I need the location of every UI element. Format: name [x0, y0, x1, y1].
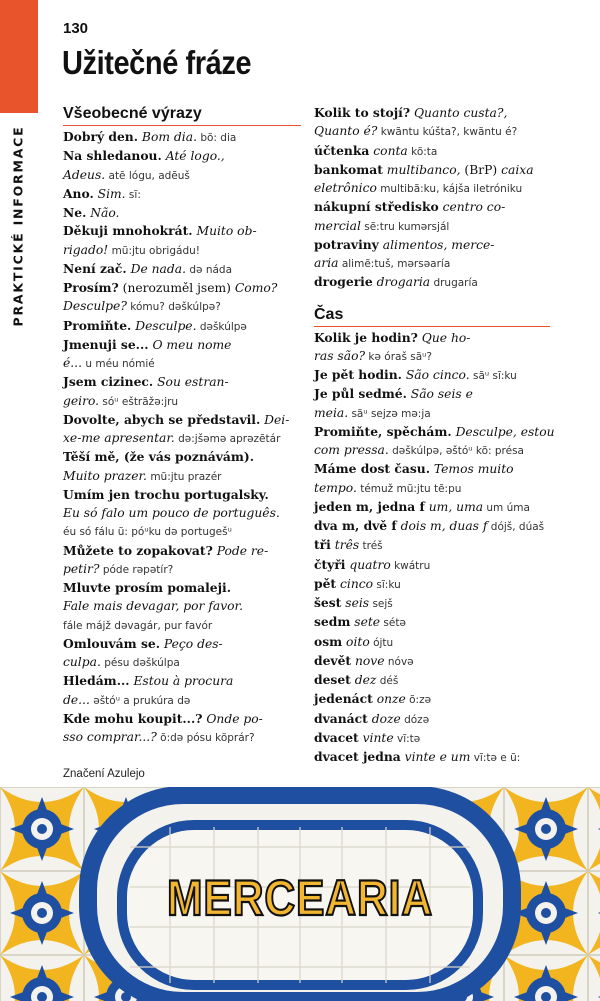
phrase-line — [63, 616, 301, 635]
phrase-czech: Omlouvám se. — [63, 635, 160, 651]
phrase-pronunciation: déš — [376, 675, 399, 687]
phrase-line — [63, 691, 301, 710]
phrase-czech: nákupní středisko — [314, 199, 439, 215]
phrase-line — [63, 260, 301, 279]
phrase-portuguese: multibanco, — [382, 162, 461, 177]
phrase-portuguese: de... — [63, 692, 90, 707]
phrase-line — [314, 517, 550, 536]
phrase-portuguese: Bom dia. — [138, 130, 197, 144]
phrase-line — [314, 556, 550, 575]
page-title: Užitečné fráze — [62, 44, 252, 81]
phrase-pronunciation: bõ: dia — [196, 132, 237, 144]
phrase-line — [63, 542, 301, 560]
phrase-line — [63, 392, 301, 411]
phrase-portuguese: Quanto é? — [314, 124, 378, 139]
phrase-line — [63, 185, 301, 204]
photo-caption: Značení Azulejo — [63, 768, 145, 780]
phrase-czech: Dovolte, abych se představil. — [63, 411, 261, 427]
phrase-line — [314, 748, 550, 767]
azulejo-tile-photo — [0, 787, 600, 1001]
phrase-line — [314, 671, 550, 690]
phrase-pronunciation: pésu dəškúlpa — [100, 657, 180, 669]
phrase-portuguese: Temos muito — [429, 462, 514, 477]
phrase-czech: Ne. — [63, 205, 87, 220]
phrase-czech: Děkuji mnohokrát. — [63, 223, 193, 239]
phrase-portuguese: vinte e um — [400, 750, 471, 764]
phrase-line — [314, 236, 550, 254]
phrase-line — [63, 317, 301, 336]
phrase-czech: Kde mohu koupit...? — [63, 710, 203, 726]
phrase-czech: účtenka — [314, 142, 370, 158]
phrase-portuguese: um, uma — [424, 499, 484, 514]
phrase-portuguese: petir? — [63, 561, 100, 576]
phrase-portuguese: culpa. — [63, 655, 101, 669]
phrase-portuguese: O meu nome — [148, 337, 232, 352]
column-general-phrases — [63, 104, 301, 747]
phrase-portuguese: Desculpe, estou — [451, 424, 555, 439]
phrase-line — [314, 104, 550, 122]
phrase-line — [63, 672, 301, 690]
phrase-portuguese: com pressa. — [314, 443, 389, 457]
phrase-pronunciation: sóᵘ eštrãžə:jru — [99, 395, 179, 408]
phrase-czech: Mluvte prosím pomaleji. — [63, 580, 231, 595]
phrase-line — [63, 522, 301, 541]
phrase-line — [314, 536, 550, 555]
phrase-portuguese: aria — [314, 256, 339, 270]
phrase-pronunciation: dəškúlpə — [196, 320, 247, 333]
phrase-pronunciation: nóvə — [384, 655, 414, 668]
phrase-list-general — [63, 128, 301, 747]
phrase-czech: Jsem cizinec. — [63, 374, 154, 390]
phrase-line — [63, 411, 301, 429]
phrase-czech: deset — [314, 672, 351, 687]
phrase-portuguese: Onde po- — [202, 711, 263, 726]
phrase-pronunciation: éu só fálu ũ: póᵘku də portugešᵘ — [63, 526, 232, 539]
phrase-portuguese: dez — [350, 673, 377, 687]
phrase-czech: potraviny — [314, 236, 379, 252]
phrase-czech: jeden m, jedna f — [314, 498, 425, 514]
phrase-portuguese: doze — [367, 711, 401, 726]
phrase-czech: Máme dost času. — [314, 461, 430, 477]
phrase-line — [314, 161, 550, 179]
phrase-pronunciation: də:jšəmə aprəzētár — [174, 433, 281, 445]
phrase-czech: sedm — [314, 614, 351, 630]
phrase-czech: čtyři — [314, 556, 346, 572]
phrase-portuguese: Que ho- — [417, 330, 471, 345]
phrase-pronunciation: kõ:ta — [407, 145, 438, 158]
phrase-line — [63, 241, 301, 260]
phrase-czech: Jmenuji se... — [63, 336, 149, 352]
phrase-pronunciation: dójš, dúaš — [487, 521, 545, 533]
phrase-czech: Na shledanou. — [63, 148, 162, 164]
section-heading-time: Čas — [314, 305, 550, 327]
phrase-czech: devět — [314, 652, 352, 668]
phrase-czech: Kolik to stojí? — [314, 105, 411, 120]
phrase-pronunciation: ójtu — [369, 636, 394, 649]
phrase-line — [63, 504, 301, 522]
phrase-czech: Promiňte, spěchám. — [314, 423, 452, 439]
column-shopping-time — [314, 104, 555, 767]
phrase-pronunciation: õ:zə — [405, 694, 432, 707]
phrase-line — [63, 653, 301, 672]
phrase-czech: Hledám... — [63, 673, 130, 689]
phrase-line — [63, 429, 301, 448]
phrase-list-shopping — [314, 104, 550, 293]
phrase-line — [63, 147, 301, 165]
phrase-line — [314, 633, 550, 652]
phrase-czech: Těší mě, (že vás poznávám). — [63, 449, 254, 465]
phrase-portuguese: Até logo., — [161, 149, 225, 164]
phrase-pronunciation: kwãntu kúšta?, kwãntu é? — [377, 126, 518, 139]
phrase-portuguese: é... — [63, 356, 83, 370]
phrase-pronunciation: um úma — [483, 501, 530, 514]
phrase-line — [314, 729, 550, 748]
phrase-czech: dvanáct — [314, 710, 368, 726]
phrase-line — [314, 198, 550, 216]
phrase-pronunciation: atē lógu, adēuš — [105, 169, 190, 182]
phrase-portuguese: sete — [350, 615, 381, 630]
phrase-pronunciation: õ:də pósu kõprár? — [156, 732, 255, 744]
phrase-czech: Prosím? — [63, 280, 119, 295]
phrase-czech: Umím jen trochu portugalsky. — [63, 486, 269, 502]
phrase-line — [314, 217, 550, 236]
phrase-portuguese: oito — [342, 634, 370, 649]
phrase-note: (nerozuměl jsem) — [118, 281, 231, 295]
phrase-pronunciation: vĩ:tə — [393, 732, 421, 745]
phrase-line — [63, 467, 301, 486]
section-heading-general: Všeobecné výrazy — [63, 104, 301, 126]
phrase-czech: osm — [314, 633, 343, 649]
phrase-portuguese: Fale mais devagar, por favor. — [63, 599, 243, 614]
phrase-czech: dva m, dvě f — [314, 518, 397, 533]
phrase-portuguese: Adeus. — [63, 167, 106, 182]
phrase-pronunciation: əštóᵘ a prukúra də — [89, 694, 191, 707]
phrase-pronunciation: alimẽ:tuš, mərsəaría — [338, 258, 451, 270]
phrase-czech: jedenáct — [314, 691, 373, 707]
phrase-portuguese: onze — [372, 692, 406, 707]
phrase-czech: Ano. — [63, 185, 94, 201]
phrase-portuguese: Como? — [230, 281, 278, 295]
phrase-line — [63, 448, 301, 466]
phrase-portuguese: Desculpe. — [131, 318, 197, 333]
phrase-line — [314, 329, 550, 347]
phrase-portuguese: Não. — [86, 206, 120, 220]
phrase-czech: pět — [314, 575, 337, 591]
phrase-line — [314, 652, 550, 671]
phrase-portuguese: cinco — [336, 576, 374, 591]
phrase-czech: šest — [314, 595, 342, 610]
phrase-line — [314, 498, 550, 517]
phrase-pronunciation: kómu? dəškúlpə? — [126, 301, 221, 314]
phrase-portuguese: meia. — [314, 405, 349, 420]
phrase-pronunciation: sãᵘ sĩ:ku — [469, 370, 517, 382]
phrase-pronunciation: multibã:ku, kájša iletróniku — [376, 183, 523, 195]
phrase-portuguese: Sou estran- — [153, 375, 229, 390]
phrase-line — [63, 166, 301, 185]
phrase-czech: Kolik je hodin? — [314, 329, 418, 345]
section-color-tab — [0, 0, 38, 113]
phrase-line — [314, 142, 550, 161]
phrase-portuguese: rigado! — [63, 242, 109, 257]
phrase-line — [314, 347, 550, 366]
phrase-pronunciation: mũ:jtu prazér — [146, 470, 222, 483]
phrase-line — [63, 204, 301, 222]
phrase-line — [63, 635, 301, 653]
phrase-portuguese: São cinco. — [401, 368, 470, 382]
phrase-portuguese: Desculpe? — [63, 299, 127, 314]
phrase-note: (BrP) — [460, 162, 498, 177]
phrase-line — [314, 385, 550, 403]
phrase-czech: Můžete to zopakovat? — [63, 542, 213, 558]
phrase-pronunciation: témuž mũ:jtu tẽ:pu — [356, 482, 462, 495]
phrase-line — [63, 728, 301, 747]
phrase-pronunciation: dəškúlpə, əštóᵘ kõ: présa — [388, 445, 524, 457]
phrase-line — [63, 128, 301, 147]
phrase-czech: bankomat — [314, 161, 383, 177]
phrase-pronunciation: kə óraš sãᵘ? — [365, 350, 433, 363]
phrase-line — [63, 279, 301, 297]
phrase-pronunciation: tréš — [359, 540, 383, 553]
phrase-line — [63, 336, 301, 354]
phrase-portuguese: xe-me apresentar. — [63, 431, 175, 445]
phrase-pronunciation: sejš — [369, 598, 393, 610]
phrase-portuguese: São seis e — [406, 387, 473, 402]
phrase-portuguese: quatro — [345, 557, 391, 572]
phrase-pronunciation: də náda — [186, 263, 233, 276]
phrase-czech: dvacet — [314, 729, 359, 745]
phrase-portuguese: De nada. — [126, 261, 187, 276]
phrase-line — [314, 575, 550, 594]
phrase-list-time — [314, 329, 555, 768]
phrase-line — [314, 179, 550, 198]
phrase-line — [63, 373, 301, 391]
phrase-portuguese: centro co- — [438, 200, 506, 215]
phrase-portuguese: dois m, duas f — [396, 519, 488, 533]
phrase-line — [314, 613, 550, 632]
phrase-line — [314, 122, 550, 141]
phrase-line — [63, 486, 301, 504]
phrase-pronunciation: fále májž dəvagár, pur favór — [63, 619, 213, 632]
phrase-portuguese: ras são? — [314, 348, 366, 363]
phrase-pronunciation: drugaría — [430, 277, 478, 290]
phrase-pronunciation: u méu nómié — [82, 358, 155, 370]
phrase-portuguese: sso comprar...? — [63, 730, 157, 744]
sign-text-mercearia: MERCEARIA — [167, 870, 433, 926]
phrase-line — [314, 404, 550, 423]
phrase-line — [314, 710, 550, 729]
phrase-line — [314, 460, 550, 478]
phrase-line — [314, 254, 550, 273]
phrase-czech: Promiňte. — [63, 317, 132, 333]
phrase-pronunciation: sãᵘ sejzə mə:ja — [348, 407, 431, 420]
phrase-pronunciation: sĩ:ku — [373, 578, 401, 591]
phrase-portuguese: geiro. — [63, 393, 100, 408]
phrase-line — [314, 423, 555, 441]
phrase-line — [314, 594, 550, 613]
phrase-portuguese: eletrônico — [314, 181, 377, 195]
phrase-czech: Je půl sedmé. — [314, 386, 407, 402]
phrase-line — [63, 560, 301, 579]
phrase-czech: Není zač. — [63, 260, 127, 276]
phrase-portuguese: Dei- — [260, 412, 290, 427]
phrase-portuguese: seis — [341, 596, 370, 610]
phrase-portuguese: três — [330, 538, 360, 553]
phrase-line — [63, 579, 301, 597]
phrase-pronunciation: póde rəpətír? — [99, 563, 174, 576]
phrase-portuguese: tempo. — [314, 480, 357, 495]
section-side-label: PRAKTICKÉ INFORMACE — [10, 125, 26, 327]
phrase-pronunciation: mũ:jtu obrigádu! — [108, 244, 200, 257]
phrase-portuguese: Estou à procura — [129, 674, 234, 689]
phrase-line — [63, 354, 301, 373]
phrase-portuguese: Sim. — [93, 186, 126, 201]
phrase-line — [63, 597, 301, 615]
phrase-line — [63, 222, 301, 240]
phrase-portuguese: Muito ob- — [192, 224, 257, 239]
phrase-line — [314, 441, 550, 460]
phrase-portuguese: nove — [351, 653, 385, 668]
phrase-portuguese: conta — [369, 143, 408, 158]
phrase-portuguese: vinte — [358, 730, 394, 745]
phrase-czech: Je pět hodin. — [314, 367, 402, 382]
phrase-line — [314, 273, 550, 292]
phrase-czech: drogerie — [314, 274, 373, 290]
phrase-portuguese: Eu só falo um pouco de português. — [63, 506, 280, 520]
phrase-czech: dvacet jedna — [314, 749, 401, 764]
phrase-czech: Dobrý den. — [63, 129, 139, 144]
phrase-portuguese: Pode re- — [212, 543, 269, 558]
phrase-line — [314, 690, 550, 709]
phrase-line — [63, 710, 301, 728]
phrase-pronunciation: sẽ:tru kumərsjál — [360, 220, 450, 233]
phrase-line — [314, 479, 550, 498]
page-number: 130 — [63, 20, 89, 37]
phrase-pronunciation: dózə — [400, 713, 430, 726]
phrase-pronunciation: kwátru — [390, 559, 431, 572]
phrase-portuguese: Peço des- — [159, 636, 223, 651]
phrase-line — [63, 297, 301, 316]
phrase-portuguese: Muito prazer. — [63, 468, 147, 483]
phrase-portuguese: alimentos, merce- — [378, 237, 495, 252]
phrase-portuguese: mercial — [314, 218, 361, 233]
azulejo-tile-illustration — [0, 787, 600, 1001]
phrase-pronunciation: vĩ:tə e ũ: — [470, 752, 521, 764]
phrase-portuguese: drogaria — [372, 275, 431, 290]
phrase-pronunciation: sĩ: — [125, 188, 141, 201]
phrase-pronunciation: sétə — [380, 617, 406, 630]
phrase-portuguese: caixa — [497, 162, 534, 177]
phrase-czech: tři — [314, 537, 331, 553]
phrase-portuguese: Quanto custa?, — [410, 106, 508, 120]
phrase-line — [314, 366, 550, 385]
